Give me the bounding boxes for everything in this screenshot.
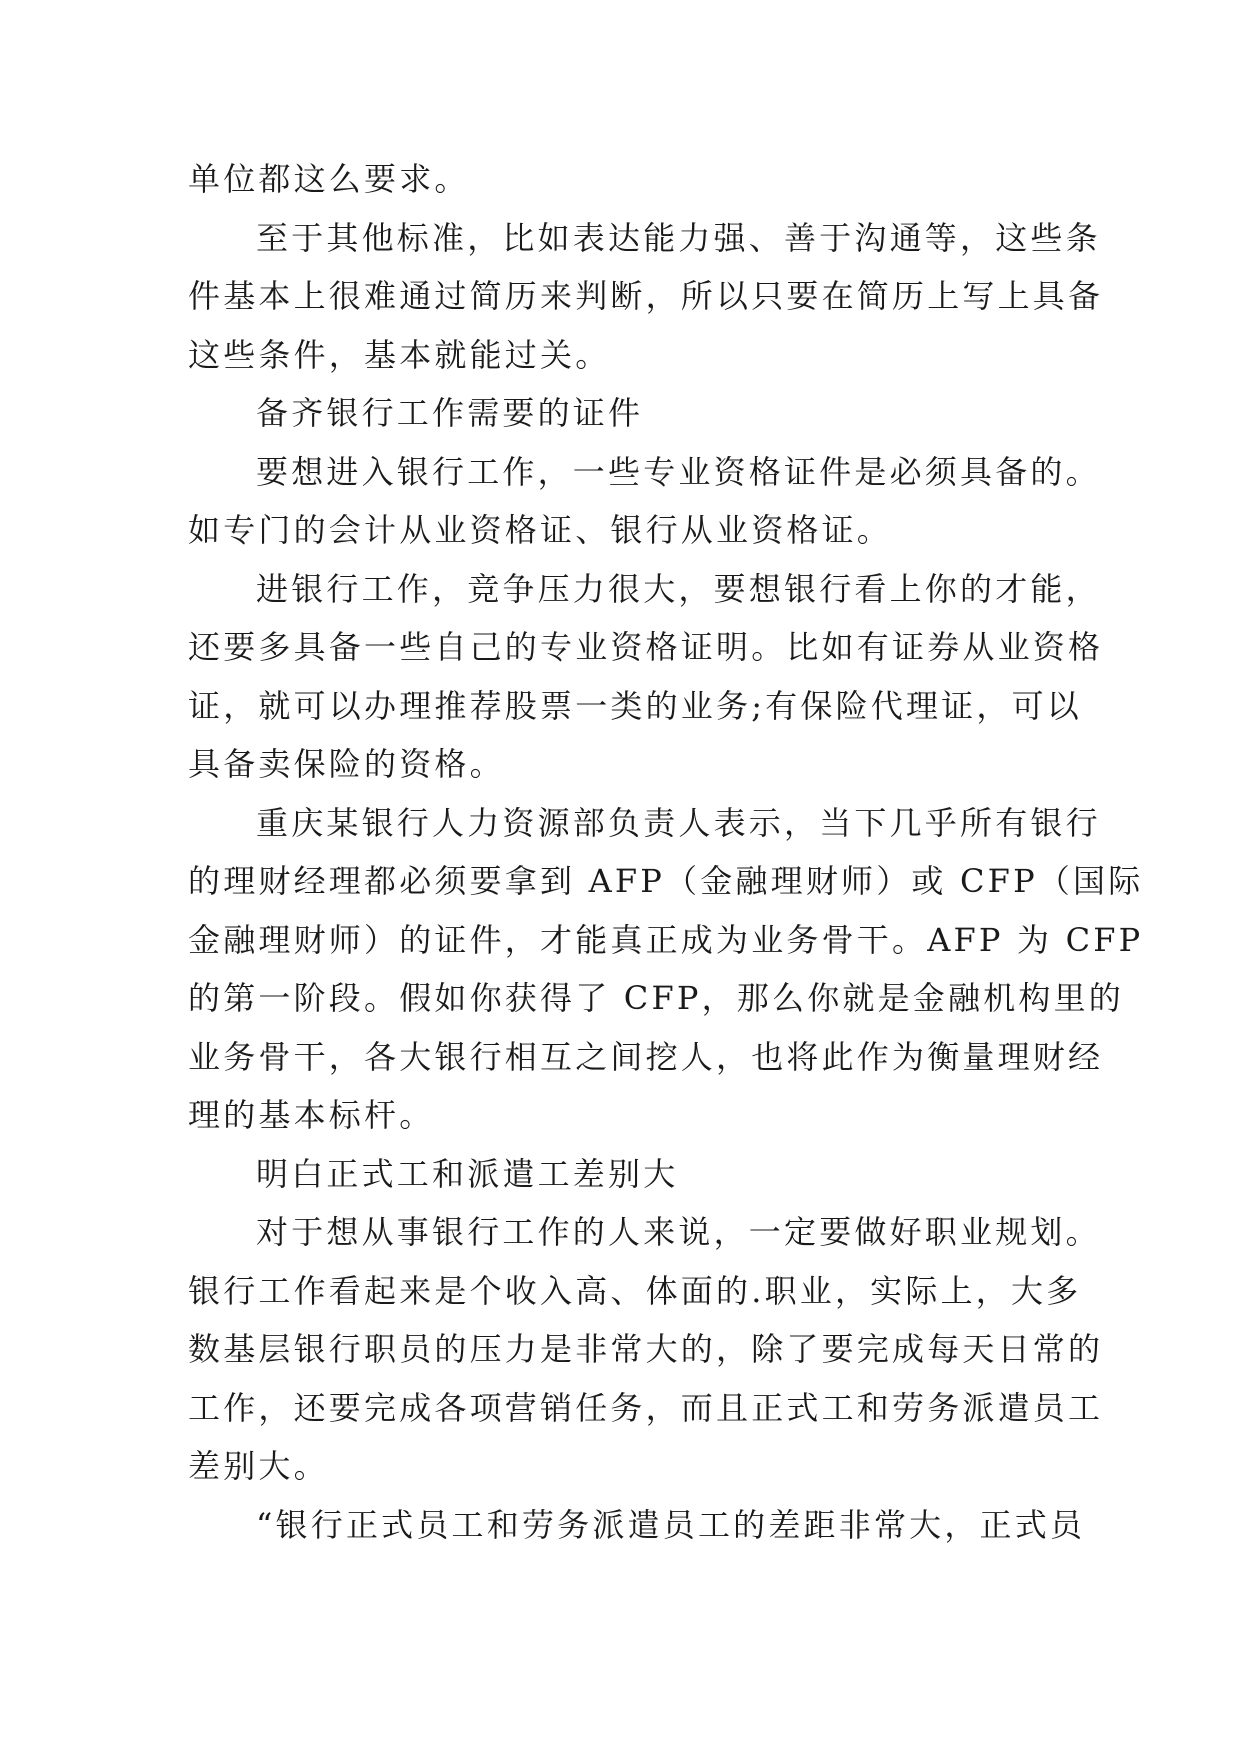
text-line: 金融理财师）的证件，才能真正成为业务骨干。AFP 为 CFP: [188, 920, 1144, 959]
text-line: 件基本上很难通过简历来判断，所以只要在简历上写上具备: [188, 277, 1104, 315]
text-line: “银行正式员工和劳务派遣员工的差距非常大，正式员: [256, 1505, 1086, 1544]
text-line: 要想进入银行工作，一些专业资格证件是必须具备的。: [256, 452, 1101, 491]
text-line: 银行工作看起来是个收入高、体面的.职业，实际上，大多: [188, 1271, 1082, 1310]
text-line: 进银行工作，竞争压力很大，要想银行看上你的才能，: [256, 569, 1101, 608]
text-line: 数基层银行职员的压力是非常大的，除了要完成每天日常的: [188, 1330, 1104, 1368]
text-line: 理的基本标杆。: [188, 1096, 435, 1134]
section-heading: 明白正式工和派遣工差别大: [256, 1154, 679, 1193]
text-line: 的第一阶段。假如你获得了 CFP，那么你就是金融机构里的: [188, 979, 1124, 1017]
text-line: 如专门的会计从业资格证、银行从业资格证。: [188, 511, 893, 549]
section-heading: 备齐银行工作需要的证件: [256, 394, 644, 432]
text-line: 至于其他标准，比如表达能力强、善于沟通等，这些条: [256, 218, 1101, 257]
text-line: 业务骨干，各大银行相互之间挖人，也将此作为衡量理财经: [188, 1037, 1104, 1076]
document-body: [188, 150, 1144, 1554]
text-line: 重庆某银行人力资源部负责人表示，当下几乎所有银行: [256, 803, 1101, 842]
text-line: 工作，还要完成各项营销任务，而且正式工和劳务派遣员工: [188, 1388, 1104, 1427]
text-line: 对于想从事银行工作的人来说，一定要做好职业规划。: [256, 1213, 1101, 1251]
text-line: 的理财经理都必须要拿到 AFP（金融理财师）或 CFP（国际: [188, 862, 1144, 900]
text-line: 差别大。: [188, 1447, 329, 1485]
text-line: 这些条件，基本就能过关。: [188, 335, 611, 374]
text-line: 证，就可以办理推荐股票一类的业务;有保险代理证，可以: [188, 686, 1082, 725]
text-line: 还要多具备一些自己的专业资格证明。比如有证券从业资格: [188, 628, 1104, 666]
text-line: 具备卖保险的资格。: [188, 745, 505, 783]
text-line: 单位都这么要求。: [188, 160, 470, 198]
